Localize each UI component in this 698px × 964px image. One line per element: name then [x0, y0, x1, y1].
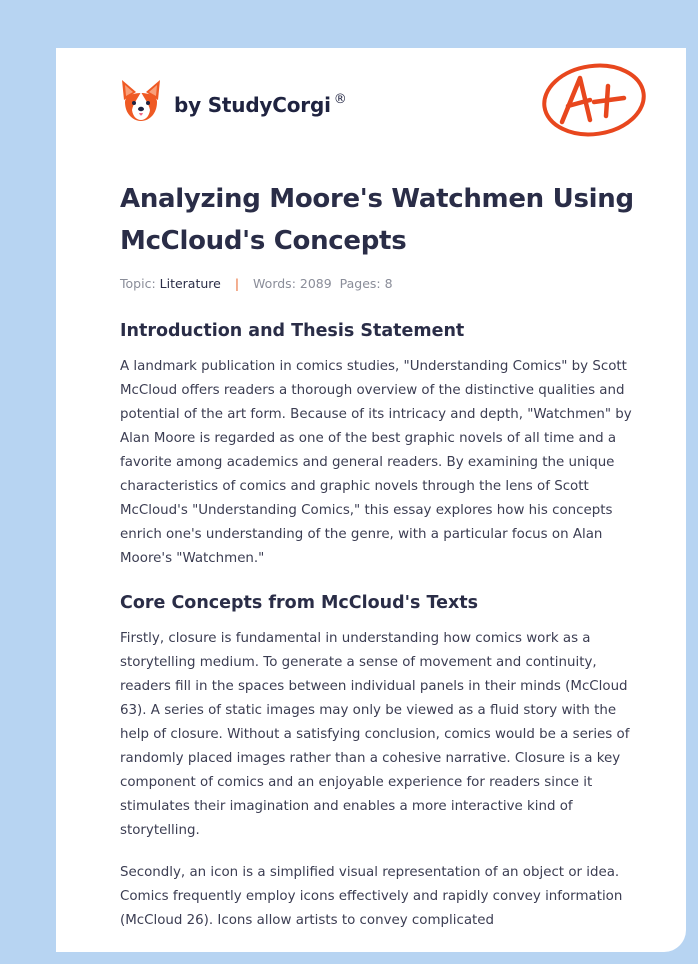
registered-mark: ®	[333, 92, 347, 107]
topic-label: Topic:	[120, 276, 156, 291]
brand-name[interactable]	[174, 93, 347, 117]
svg-text:A+: A+	[540, 60, 542, 61]
article-meta	[120, 276, 640, 291]
words-count: 2089	[299, 276, 332, 291]
article-title: Analyzing Moore's Watchmen Using McCloud's Concepts	[120, 184, 634, 256]
article-content	[120, 178, 640, 933]
corgi-logo-icon[interactable]	[120, 78, 162, 124]
topic-link[interactable]: Literature	[159, 276, 221, 291]
paragraph: Firstly, closure is fundamental in understanding how comics work as a storytelling medium. To generate a sense of movement and continuity, readers fill in the spaces between individual panels in their minds (McCloud 63). A series of static images may only be viewed as a fluid story with the help of closure. Without a satisfying conclusion, comics would be a series of randomly placed images rather than a cohesive narrative. Closure is a key component of comics and an enjoyable experience for readers since it stimulates their imagination and enables a more interactive kind of storytelling.	[120, 631, 630, 838]
meta-separator: |	[234, 276, 240, 291]
brand-text: by StudyCorgi	[174, 93, 331, 117]
a-plus-badge-icon	[540, 60, 648, 140]
paragraph: Secondly, an icon is a simplified visual representation of an object or idea. Comics frequently employ icons effectively and rapidly convey information (McCloud 26). Icons allow artists to convey complicated	[120, 865, 623, 928]
section-heading: Introduction and Thesis Statement	[120, 321, 465, 341]
pages-label: Pages:	[339, 276, 381, 291]
section-heading: Core Concepts from McCloud's Texts	[120, 593, 479, 613]
paragraph: A landmark publication in comics studies, "Understanding Comics" by Scott McCloud offers readers a thorough overview of the distinctive qualities and potential of the art form. Because of its intricacy and depth, "Watchmen" by Alan Moore is regarded as one of the best graphic novels of all time and a favorite among academics and general readers. By examining the unique characteristics of comics and graphic novels through the lens of Scott McCloud's "Understanding Comics," this essay explores how his concepts enrich one's understanding of the genre, with a particular focus on Alan Moore's "Watchmen."	[120, 359, 632, 566]
essay-page	[56, 48, 686, 952]
words-label: Words:	[253, 276, 296, 291]
site-header	[120, 76, 347, 126]
pages-count: 8	[384, 276, 393, 291]
